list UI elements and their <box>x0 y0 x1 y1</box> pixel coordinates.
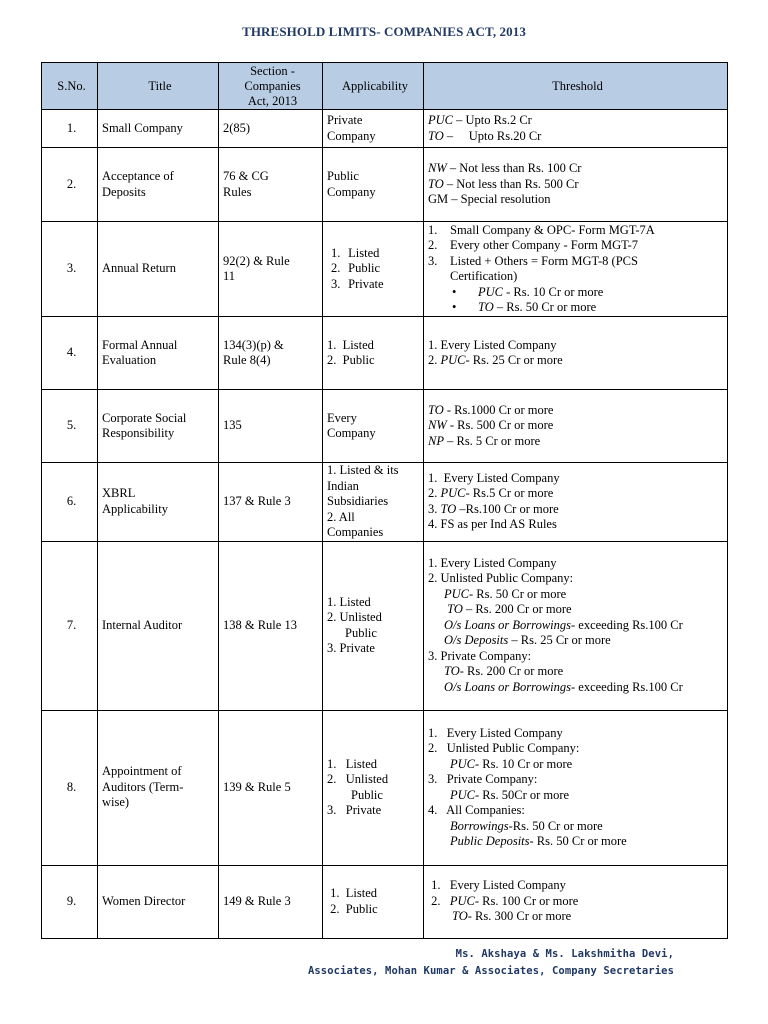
table-row <box>42 110 728 148</box>
app-line: 3. Private <box>327 641 375 655</box>
app-line: Public <box>327 169 359 183</box>
list-item: 3. Listed + Others = Form MGT-8 (PCS Certification) <box>428 253 638 283</box>
app-line: 2. All <box>327 509 355 524</box>
row-title <box>98 463 219 542</box>
table-row <box>42 463 728 542</box>
row-sno: 5. <box>42 390 98 463</box>
row-threshold <box>424 390 728 463</box>
table-row <box>42 222 728 317</box>
list-item: 1. Small Company & OPC- Form MGT-7A <box>428 222 655 237</box>
row-threshold <box>424 317 728 390</box>
threshold-line: Borrowings-Rs. 50 Cr or more <box>450 818 603 833</box>
app-line: 2. Unlisted <box>327 772 389 786</box>
app-line: Company <box>327 184 376 199</box>
row-threshold <box>424 710 728 865</box>
list-item: 2. Every other Company - Form MGT-7 <box>428 238 639 252</box>
footer-authors: Ms. Akshaya & Ms. Lakshmitha Devi, <box>455 948 674 960</box>
title-text: Evaluation <box>102 353 157 367</box>
row-section: 138 & Rule 13 <box>219 541 323 710</box>
threshold-line: TO – Not less than Rs. 500 Cr <box>428 176 579 191</box>
threshold-line: 1. Every Listed Company <box>428 470 560 485</box>
app-line: Indian <box>327 478 359 493</box>
section-text: Rules <box>223 184 252 199</box>
threshold-line: 1. Every Listed Company <box>428 725 563 740</box>
title-text: Applicability <box>102 501 168 516</box>
threshold-line: NW - Rs. 500 Cr or more <box>428 418 554 433</box>
row-sno: 3. <box>42 222 98 317</box>
threshold-line: 2. Unlisted Public Company: <box>428 571 574 586</box>
threshold-line: 1. Every Listed Company <box>428 337 557 352</box>
title-text: Small Company <box>102 120 183 135</box>
row-title <box>98 110 219 148</box>
row-threshold <box>424 222 728 317</box>
row-applicability <box>323 541 424 710</box>
row-sno: 1. <box>42 110 98 148</box>
row-sno: 6. <box>42 463 98 542</box>
row-title <box>98 710 219 865</box>
row-section: 135 <box>219 390 323 463</box>
title-text: wise) <box>102 795 130 810</box>
row-title <box>98 317 219 390</box>
row-threshold <box>424 865 728 938</box>
row-title: Internal Auditor <box>98 541 219 710</box>
title-text: Responsibility <box>102 426 175 440</box>
title-text: Formal Annual <box>102 337 178 352</box>
header-title: Title <box>98 63 219 110</box>
section-text: 11 <box>223 269 236 283</box>
threshold-line: 1. Every Listed Company <box>428 555 557 570</box>
header-section <box>219 63 323 110</box>
row-title: Women Director <box>98 865 219 938</box>
row-sno: 4. <box>42 317 98 390</box>
threshold-line: NP – Rs. 5 Cr or more <box>428 433 541 448</box>
row-title <box>98 390 219 463</box>
title-text: Corporate Social <box>102 410 187 425</box>
title-text: Appointment of <box>102 764 182 779</box>
row-section: 2(85) <box>219 110 323 148</box>
threshold-line: PUC- Rs. 50 Cr or more <box>444 586 567 601</box>
threshold-line: 2. PUC- Rs.5 Cr or more <box>428 486 554 501</box>
threshold-line: PUC- Rs. 50Cr or more <box>450 787 570 802</box>
threshold-line: TO – Upto Rs.20 Cr <box>428 128 542 143</box>
row-applicability <box>323 390 424 463</box>
row-section <box>219 222 323 317</box>
threshold-line: NW – Not less than Rs. 100 Cr <box>428 161 582 176</box>
threshold-line: O/s Loans or Borrowings- exceeding Rs.100 Cr <box>444 679 683 694</box>
threshold-table <box>41 62 728 939</box>
row-title: Annual Return <box>98 222 219 317</box>
threshold-line: GM – Special resolution <box>428 192 551 207</box>
header-threshold: Threshold <box>424 63 728 110</box>
app-line: Private <box>327 113 363 127</box>
footer-firm: Associates, Mohan Kumar & Associates, Company Secretaries <box>307 965 674 977</box>
app-line: 1. Listed <box>327 337 374 352</box>
table-row <box>42 710 728 865</box>
section-text: 92(2) & Rule <box>223 253 290 268</box>
threshold-line: 4. All Companies: <box>428 803 525 817</box>
table-row <box>42 541 728 710</box>
table-row <box>42 865 728 938</box>
app-line: 3. Private <box>327 803 382 817</box>
threshold-line: 2. PUC- Rs. 25 Cr or more <box>428 353 563 367</box>
threshold-line: PUC – Upto Rs.2 Cr <box>428 113 532 127</box>
table-header-row <box>42 63 728 110</box>
app-line: Companies <box>327 525 384 539</box>
row-applicability <box>323 865 424 938</box>
threshold-line: Public Deposits- Rs. 50 Cr or more <box>450 834 627 848</box>
app-line: 1. Listed <box>327 886 377 900</box>
threshold-line: O/s Deposits – Rs. 25 Cr or more <box>444 633 611 648</box>
row-sno: 2. <box>42 148 98 222</box>
title-text: Auditors (Term- <box>102 779 184 794</box>
row-applicability <box>323 110 424 148</box>
row-title <box>98 148 219 222</box>
threshold-line: 4. FS as per Ind AS Rules <box>428 517 557 532</box>
row-section: 149 & Rule 3 <box>219 865 323 938</box>
app-line: 2. Public <box>327 901 378 916</box>
row-section <box>219 148 323 222</box>
header-section-line: Companies <box>244 78 301 93</box>
list-item: 3. Private <box>331 276 384 291</box>
list-item: 2. Public <box>331 261 381 276</box>
title-text: Acceptance of <box>102 169 174 183</box>
section-text: 76 & CG <box>223 169 269 183</box>
header-section-line: Section - <box>250 63 295 78</box>
row-section: 139 & Rule 5 <box>219 710 323 865</box>
threshold-line: 3. TO –Rs.100 Cr or more <box>428 501 559 516</box>
list-item: • TO – Rs. 50 Cr or more <box>452 300 597 314</box>
app-line: 1. Listed & its <box>327 463 399 477</box>
row-applicability <box>323 317 424 390</box>
header-section-line: Act, 2013 <box>247 93 298 108</box>
app-line: 1. Listed <box>327 594 371 609</box>
app-line: 1. Listed <box>327 756 377 771</box>
threshold-line: 2. Unlisted Public Company: <box>428 741 580 755</box>
list-item: • PUC - Rs. 10 Cr or more <box>452 284 604 299</box>
app-line: Company <box>327 128 376 143</box>
row-section <box>219 317 323 390</box>
threshold-line: TO – Rs. 200 Cr or more <box>447 602 572 617</box>
app-line: Every <box>327 410 357 425</box>
header-applicability: Applicability <box>323 63 424 110</box>
threshold-line: PUC- Rs. 10 Cr or more <box>450 756 573 771</box>
section-text: 134(3)(p) & <box>223 337 284 352</box>
page-title: THRESHOLD LIMITS- COMPANIES ACT, 2013 <box>242 24 526 39</box>
row-sno: 7. <box>42 541 98 710</box>
title-text: XBRL <box>102 486 136 501</box>
row-threshold <box>424 463 728 542</box>
threshold-line: 2. PUC- Rs. 100 Cr or more <box>428 893 579 908</box>
list-item: 1. Listed <box>331 245 380 260</box>
row-threshold <box>424 148 728 222</box>
row-threshold <box>424 541 728 710</box>
row-section: 137 & Rule 3 <box>219 463 323 542</box>
row-applicability <box>323 222 424 317</box>
table-row <box>42 148 728 222</box>
row-sno: 9. <box>42 865 98 938</box>
table-row <box>42 317 728 390</box>
app-line: 2. Public <box>327 353 375 367</box>
app-line: Public <box>345 625 377 640</box>
table-row <box>42 390 728 463</box>
app-line: Company <box>327 426 376 440</box>
threshold-line: 3. Private Company: <box>428 772 538 786</box>
threshold-line: O/s Loans or Borrowings- exceeding Rs.100 Cr <box>444 617 683 632</box>
row-applicability <box>323 710 424 865</box>
row-applicability <box>323 463 424 542</box>
header-sno: S.No. <box>42 63 98 110</box>
row-sno: 8. <box>42 710 98 865</box>
app-line: Subsidiaries <box>327 494 389 508</box>
section-text: Rule 8(4) <box>223 353 271 367</box>
row-threshold <box>424 110 728 148</box>
threshold-line: 1. Every Listed Company <box>428 878 566 893</box>
title-text: Deposits <box>102 184 146 199</box>
threshold-line: TO- Rs. 300 Cr or more <box>452 909 572 924</box>
threshold-line: TO - Rs.1000 Cr or more <box>428 402 554 417</box>
threshold-line: TO- Rs. 200 Cr or more <box>444 664 564 679</box>
threshold-line: 3. Private Company: <box>428 648 532 663</box>
app-line: Public <box>351 787 383 802</box>
app-line: 2. Unlisted <box>327 610 382 624</box>
row-applicability <box>323 148 424 222</box>
